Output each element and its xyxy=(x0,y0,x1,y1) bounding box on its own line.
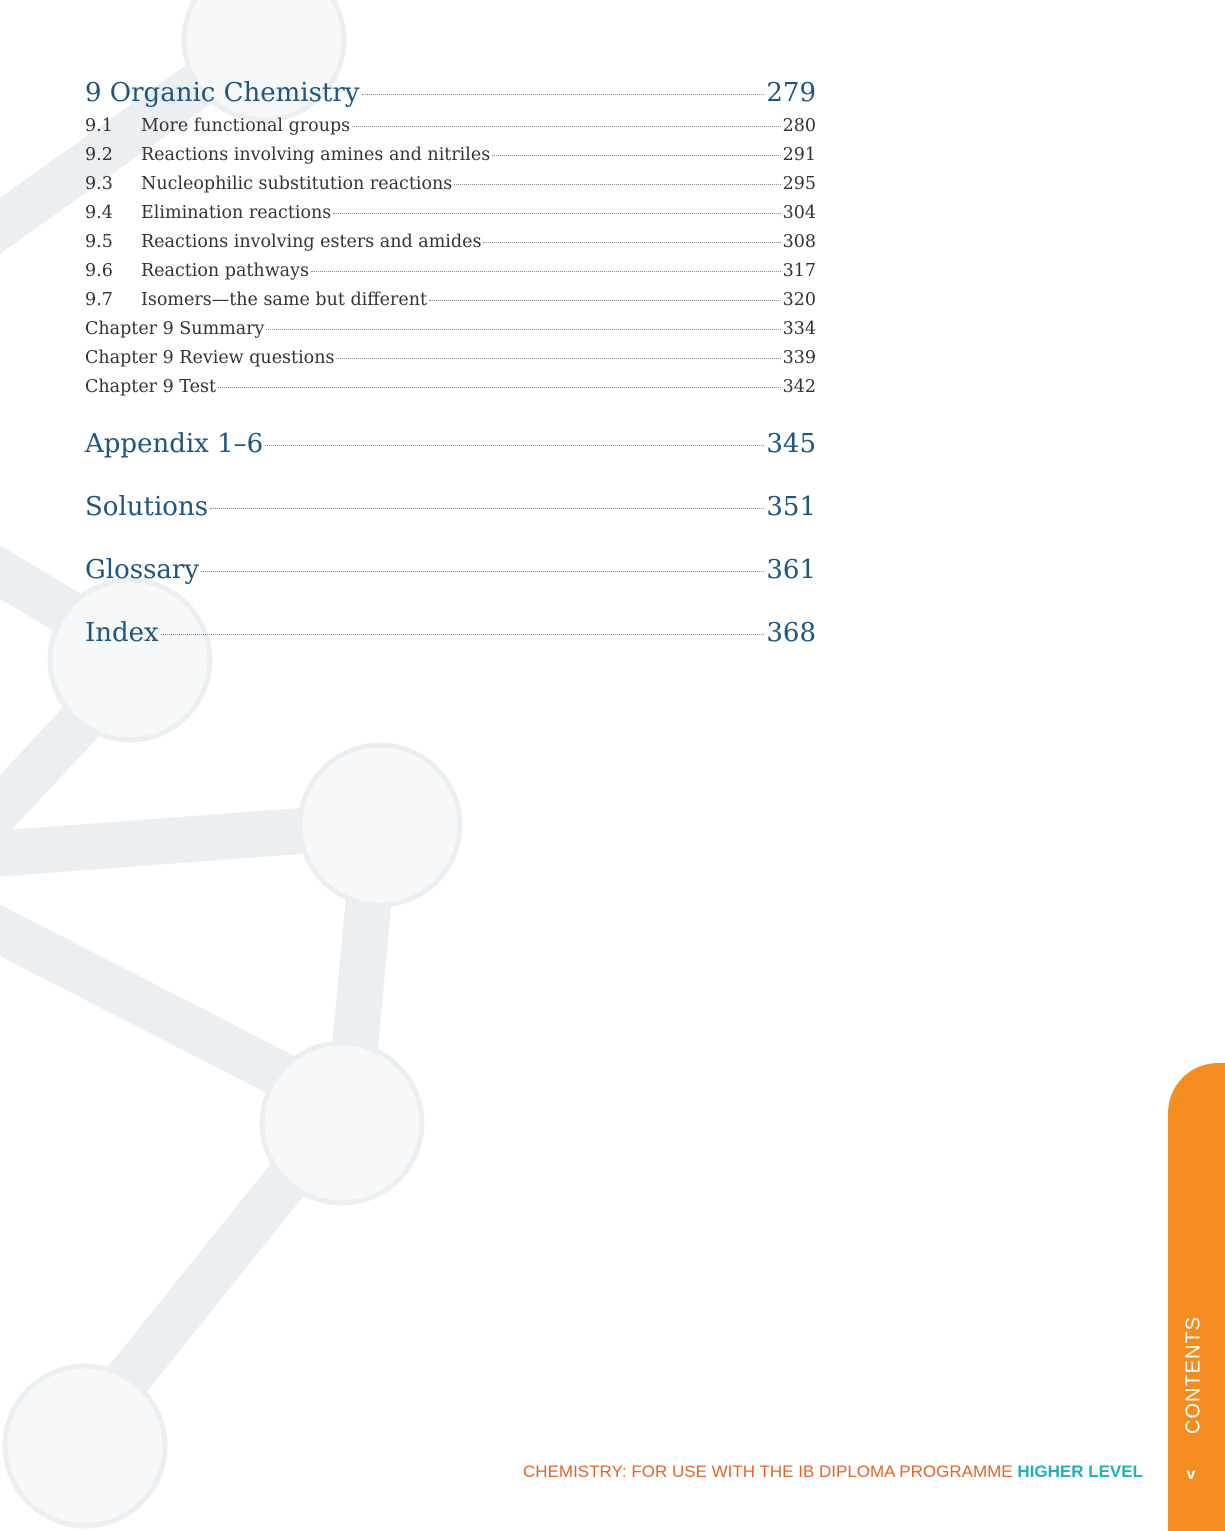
toc-chapter-review-questions[interactable] xyxy=(85,348,816,377)
toc-section-entry[interactable] xyxy=(85,290,816,319)
table-of-contents xyxy=(85,78,816,681)
section-title: Reaction pathways xyxy=(141,261,309,281)
toc-chapter-summary[interactable] xyxy=(85,319,816,348)
page-number: v xyxy=(1186,1466,1196,1483)
section-page-number: 308 xyxy=(782,232,816,252)
section-title: Nucleophilic substitution reactions xyxy=(141,174,453,194)
dot-leader xyxy=(429,300,781,301)
footer-level: HIGHER LEVEL xyxy=(1017,1462,1143,1481)
spacer xyxy=(85,406,816,429)
toc-appendix[interactable] xyxy=(85,429,816,492)
section-title: Reactions involving esters and amides xyxy=(141,232,482,252)
side-tab-label: CONTENTS xyxy=(1182,1316,1205,1434)
page-footer xyxy=(523,1462,1143,1482)
section-page-number: 295 xyxy=(782,174,816,194)
dot-leader xyxy=(333,213,780,214)
back-matter-page-number: 351 xyxy=(766,492,816,522)
dot-leader xyxy=(201,571,764,572)
toc-chapter-test[interactable] xyxy=(85,377,816,406)
back-matter-page-number: 368 xyxy=(766,618,816,648)
toc-section-entry[interactable] xyxy=(85,232,816,261)
extra-title: Chapter 9 Summary xyxy=(85,319,265,339)
extra-page-number: 334 xyxy=(782,319,816,339)
extra-page-number: 342 xyxy=(782,377,816,397)
toc-section-entry[interactable] xyxy=(85,174,816,203)
toc-solutions[interactable] xyxy=(85,492,816,555)
contents-side-tab xyxy=(1168,1063,1225,1531)
toc-index[interactable] xyxy=(85,618,816,681)
section-number: 9.6 xyxy=(85,261,113,281)
section-page-number: 304 xyxy=(782,203,816,223)
section-number: 9.3 xyxy=(85,174,113,194)
dot-leader xyxy=(492,155,780,156)
back-matter-title: Index xyxy=(85,618,159,648)
chapter-page-number: 279 xyxy=(766,78,816,108)
section-page-number: 291 xyxy=(782,145,816,165)
dot-leader xyxy=(362,94,765,95)
section-number: 9.2 xyxy=(85,145,113,165)
section-page-number: 320 xyxy=(782,290,816,310)
dot-leader xyxy=(311,271,781,272)
toc-glossary[interactable] xyxy=(85,555,816,618)
toc-section-entry[interactable] xyxy=(85,116,816,145)
section-title: Isomers—the same but different xyxy=(141,290,428,310)
toc-chapter-heading[interactable] xyxy=(85,78,816,116)
section-title: Reactions involving amines and nitriles xyxy=(141,145,491,165)
dot-leader xyxy=(265,445,764,446)
extra-title: Chapter 9 Review questions xyxy=(85,348,335,368)
dot-leader xyxy=(210,508,764,509)
dot-leader xyxy=(352,126,780,127)
dot-leader xyxy=(454,184,780,185)
section-title: More functional groups xyxy=(141,116,351,136)
section-number: 9.1 xyxy=(85,116,113,136)
section-title: Elimination reactions xyxy=(141,203,332,223)
dot-leader xyxy=(161,634,765,635)
chapter-title: 9 Organic Chemistry xyxy=(85,78,360,108)
dot-leader xyxy=(336,358,780,359)
toc-section-entry[interactable] xyxy=(85,261,816,290)
back-matter-title: Glossary xyxy=(85,555,200,585)
footer-book-title: CHEMISTRY: FOR USE WITH THE IB DIPLOMA PROGRAMME xyxy=(523,1462,1013,1481)
back-matter-title: Solutions xyxy=(85,492,209,522)
toc-section-entry[interactable] xyxy=(85,145,816,174)
back-matter-page-number: 361 xyxy=(766,555,816,585)
section-number: 9.4 xyxy=(85,203,113,223)
extra-page-number: 339 xyxy=(782,348,816,368)
section-page-number: 317 xyxy=(782,261,816,281)
dot-leader xyxy=(266,329,780,330)
section-number: 9.5 xyxy=(85,232,113,252)
dot-leader xyxy=(218,387,781,388)
section-page-number: 280 xyxy=(782,116,816,136)
extra-title: Chapter 9 Test xyxy=(85,377,216,397)
back-matter-page-number: 345 xyxy=(766,429,816,459)
back-matter-title: Appendix 1–6 xyxy=(85,429,264,459)
dot-leader xyxy=(483,242,780,243)
section-number: 9.7 xyxy=(85,290,113,310)
toc-section-entry[interactable] xyxy=(85,203,816,232)
